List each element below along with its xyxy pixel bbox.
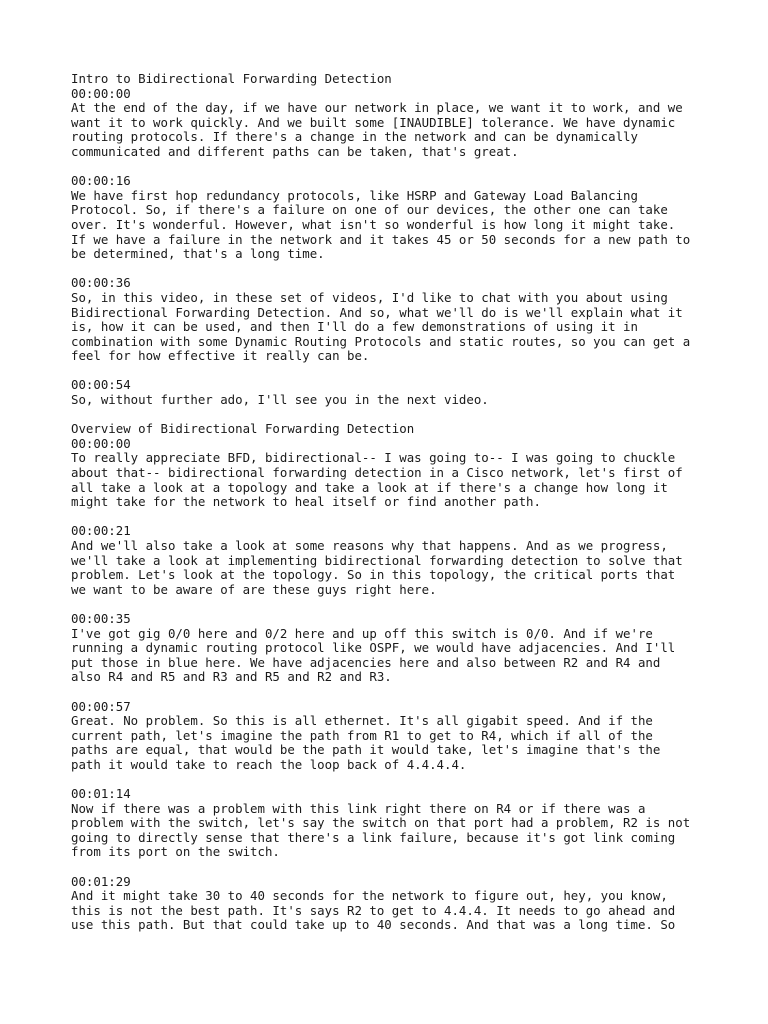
transcript-line: problem with the switch, let's say the switch on that port had a problem, R2 is not <box>71 815 691 831</box>
timestamp: 00:00:00 <box>71 435 131 451</box>
transcript-line: might take for the network to heal itself or find another path. <box>71 494 541 510</box>
transcript-page <box>71 72 731 933</box>
transcript-line: be determined, that's a long time. <box>71 246 325 262</box>
timestamp: 00:00:36 <box>71 275 131 291</box>
transcript-line: Great. No problem. So this is all ethernet. It's all gigabit speed. And if the <box>71 713 653 729</box>
transcript-line: about that-- bidirectional forwarding detection in a Cisco network, let's first of <box>71 465 683 481</box>
transcript-line: problem. Let's look at the topology. So in this topology, the critical ports that <box>71 567 676 583</box>
section-title: Intro to Bidirectional Forwarding Detection <box>71 71 392 86</box>
transcript-line: put those in blue here. We have adjacencies here and also between R2 and R4 and <box>71 654 661 670</box>
transcript-line: So, in this video, in these set of videos, I'd like to chat with you about using <box>71 289 668 305</box>
transcript-line: routing protocols. If there's a change in the network and can be dynamically <box>71 129 638 145</box>
blank-line <box>71 597 731 612</box>
transcript-line: If we have a failure in the network and it takes 45 or 50 seconds for a new path to <box>71 231 691 247</box>
timestamp: 00:00:35 <box>71 610 131 626</box>
transcript-line: want it to work quickly. And we built some [INAUDIBLE] tolerance. We have dynamic <box>71 114 676 130</box>
timestamp: 00:00:00 <box>71 85 131 101</box>
transcript-line: running a dynamic routing protocol like OSPF, we would have adjacencies. And I'll <box>71 640 676 656</box>
transcript-line: combination with some Dynamic Routing Protocols and static routes, so you can get a <box>71 333 691 349</box>
transcript-line: Bidirectional Forwarding Detection. And so, what we'll do is we'll explain what it <box>71 304 683 320</box>
blank-line <box>71 510 731 525</box>
transcript-line: we want to be aware of are these guys right here. <box>71 581 437 597</box>
transcript-line: feel for how effective it really can be. <box>71 348 370 364</box>
transcript-line: use this path. But that could take up to 40 seconds. And that was a long time. So <box>71 917 676 933</box>
blank-line <box>71 364 731 379</box>
transcript-line: paths are equal, that would be the path it would take, let's imagine that's the <box>71 742 661 758</box>
transcript-line: communicated and different paths can be taken, that's great. <box>71 143 519 159</box>
transcript-line: is, how it can be used, and then I'll do a few demonstrations of using it in <box>71 319 638 335</box>
timestamp: 00:00:16 <box>71 173 131 189</box>
transcript-line: And we'll also take a look at some reasons why that happens. And as we progress, <box>71 538 668 553</box>
transcript-line: To really appreciate BFD, bidirectional-- I was going to-- I was going to chuckle <box>71 450 676 466</box>
transcript-line: this is not the best path. It's says R2 to get to 4.4.4. It needs to go ahead and <box>71 902 676 918</box>
transcript-line: And it might take 30 to 40 seconds for the network to figure out, hey, you know, <box>71 888 668 904</box>
section-title: Overview of Bidirectional Forwarding Detection <box>71 421 415 437</box>
blank-line <box>71 408 731 423</box>
timestamp: 00:01:14 <box>71 786 131 802</box>
blank-line <box>71 262 731 277</box>
transcript-line: from its port on the switch. <box>71 844 280 860</box>
transcript-line: also R4 and R5 and R3 and R5 and R2 and R3. <box>71 669 392 685</box>
transcript-line: Protocol. So, if there's a failure on one of our devices, the other one can take <box>71 202 668 218</box>
transcript-line: Now if there was a problem with this link right there on R4 or if there was a <box>71 800 646 816</box>
transcript-line: path it would take to reach the loop back of 4.4.4.4. <box>71 756 467 772</box>
transcript-line: current path, let's imagine the path from R1 to get to R4, which if all of the <box>71 727 653 743</box>
blank-line <box>71 860 731 875</box>
timestamp: 00:00:57 <box>71 698 131 714</box>
blank-line <box>71 685 731 700</box>
timestamp: 00:00:21 <box>71 523 131 539</box>
transcript-line: At the end of the day, if we have our network in place, we want it to work, and we <box>71 100 683 116</box>
transcript-line: we'll take a look at implementing bidirectional forwarding detection to solve that <box>71 552 683 568</box>
transcript-line: over. It's wonderful. However, what isn't so wonderful is how long it might take. <box>71 216 676 232</box>
blank-line <box>71 773 731 788</box>
blank-line <box>71 160 731 175</box>
transcript-line: We have first hop redundancy protocols, like HSRP and Gateway Load Balancing <box>71 187 638 203</box>
timestamp: 00:00:54 <box>71 377 131 393</box>
transcript-line: I've got gig 0/0 here and 0/2 here and up off this switch is 0/0. And if we're <box>71 625 653 641</box>
timestamp: 00:01:29 <box>71 873 131 889</box>
transcript-line: all take a look at a topology and take a look at if there's a change how long it <box>71 479 668 495</box>
transcript-line: going to directly sense that there's a link failure, because it's got link coming <box>71 829 676 845</box>
transcript-line: So, without further ado, I'll see you in the next video. <box>71 392 489 408</box>
